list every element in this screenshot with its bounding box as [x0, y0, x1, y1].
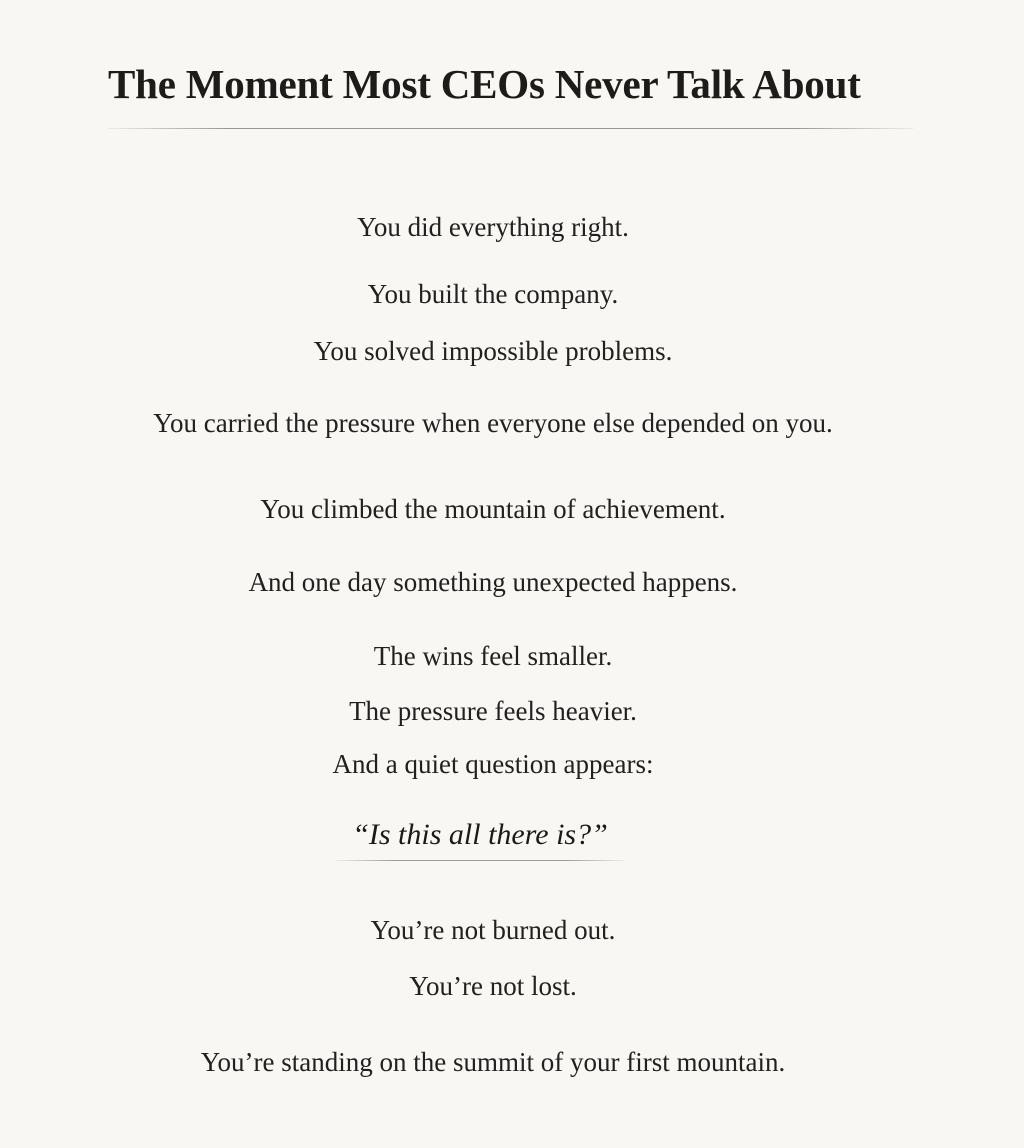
text-line: You climbed the mountain of achievement.: [260, 494, 726, 524]
text-line: You did everything right.: [357, 212, 629, 242]
title-divider: [108, 128, 913, 129]
text-line: And a quiet question appears:: [332, 749, 654, 779]
text-line: You built the company.: [367, 279, 619, 309]
text-line: You solved impossible problems.: [313, 336, 673, 366]
page-title: The Moment Most CEOs Never Talk About: [108, 61, 861, 107]
quote-divider: [336, 860, 624, 861]
closing-line: You’re not lost.: [409, 971, 577, 1001]
text-line: The wins feel smaller.: [373, 641, 613, 671]
closing-line: You’re not burned out.: [370, 915, 616, 945]
text-line: The pressure feels heavier.: [349, 696, 637, 726]
text-line: And one day something unexpected happens.: [248, 567, 738, 597]
key-question-quote: “Is this all there is?”: [352, 818, 608, 851]
text-line: You carried the pressure when everyone else depended on you.: [153, 408, 833, 438]
closing-line: You’re standing on the summit of your first mountain.: [200, 1047, 786, 1077]
